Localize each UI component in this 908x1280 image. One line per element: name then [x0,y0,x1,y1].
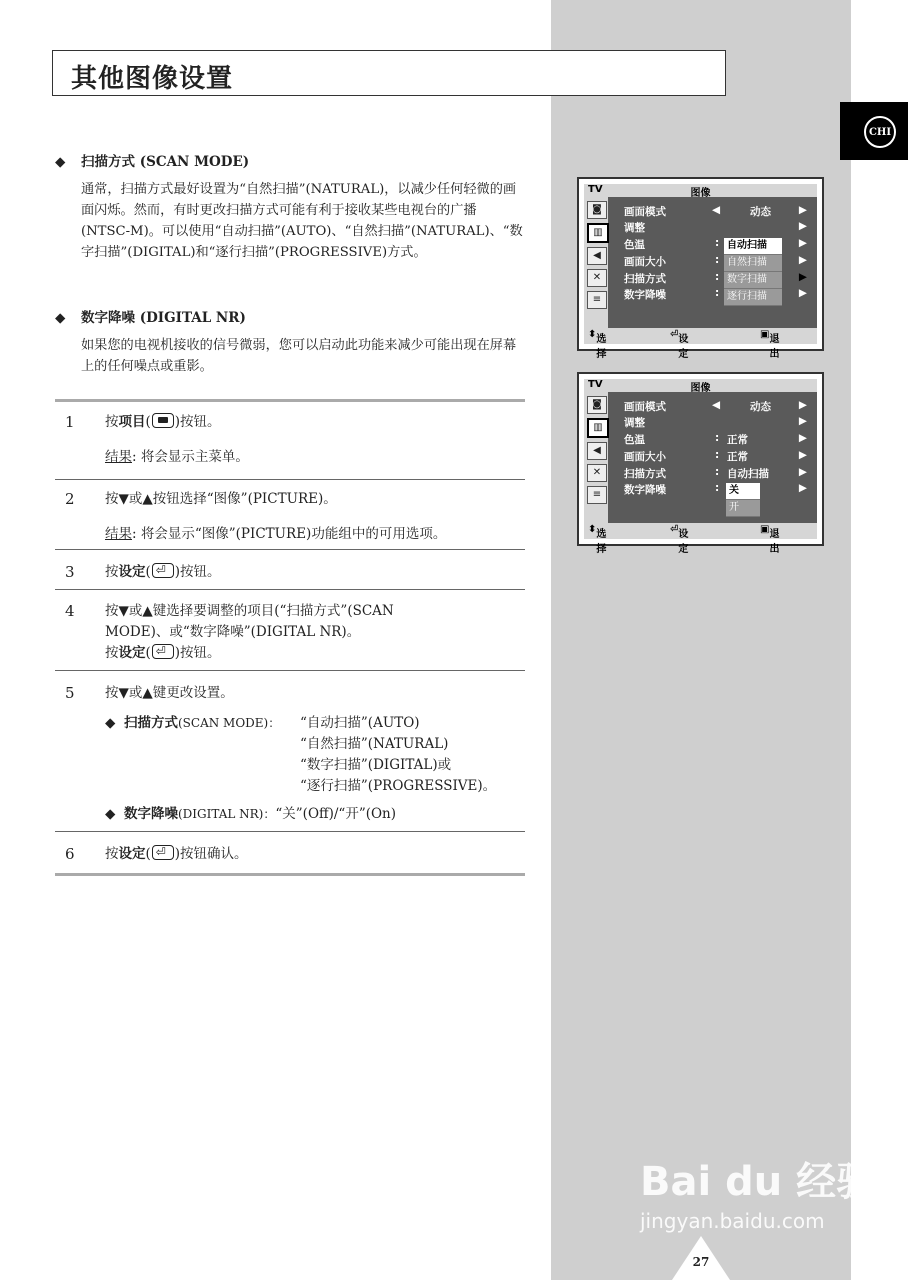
divider [55,670,525,671]
tv-icon-column [584,197,608,328]
speaker-icon: ◀ [587,442,607,460]
tv-row: 色温 : ▶ [624,237,807,251]
page-title: 其他图像设置 [71,64,234,94]
page-title-box [52,50,726,96]
tv-row: 画面大小 : 正常 ▶ [624,449,807,463]
tv-row: 色温 : 正常 ▶ [624,432,807,446]
section-heading: 扫描方式 (SCAN MODE) [81,154,250,170]
section-scan-mode [55,152,525,263]
digital-nr-popup [726,483,760,517]
tv-screen [584,379,817,555]
watermark-url: jingyan.baidu.com [640,1209,825,1233]
step-text: 按▼或▲键更改设置。 [105,685,234,701]
result-text: : 将会显示“图像”(PICTURE)功能组中的可用选项。 [132,526,447,542]
step-number: 1 [65,413,75,431]
tv-screen [584,184,817,360]
scan-mode-popup [724,238,782,306]
option-digital-nr [105,804,396,825]
tv-row: 数字降噪 : ▶ [624,287,807,301]
antenna-icon: ◙ [587,396,607,414]
step-text: )按钮确认。 [174,846,248,862]
step-number: 5 [65,684,75,702]
tv-header [584,379,817,392]
antenna-icon: ◙ [587,201,607,219]
language-badge: CHI [864,116,896,148]
divider [55,549,525,550]
step-1: 1 按项目( )按钮。 结果: 将会显示主菜单。 [65,413,249,465]
tv-footer: ⬍ 选择 ⏎ 设定 ▣ 退出 [584,328,817,344]
tv-row: 画面模式 ◀ 动态 ▶ [624,399,807,413]
enter-key-icon [152,644,174,659]
divider [55,873,525,876]
tv-label: TV [588,379,603,390]
popup-option[interactable]: 开 [726,500,760,517]
setup-icon: ≡ [587,291,607,309]
popup-option[interactable]: 关 [726,483,760,500]
picture-icon: ▥ [587,223,609,243]
result-label: 结果 [105,526,132,542]
step-text: 按 [105,414,119,430]
diamond-bullet-icon: ◆ [105,715,116,731]
enter-key-icon [152,563,174,578]
step-text: )按钮。 [174,414,221,430]
diamond-bullet-icon: ◆ [55,154,66,170]
popup-option[interactable]: 自然扫描 [724,255,782,272]
step-number: 4 [65,602,75,620]
option-label: 扫描方式 [123,715,178,731]
step-text: )按钮。 [174,645,221,661]
tv-title: 图像 [690,188,711,199]
step-bold-text: 项目 [118,414,146,430]
diamond-bullet-icon: ◆ [55,310,66,326]
result-label: 结果 [105,449,132,465]
step-text: 按 [105,564,119,580]
step-number: 6 [65,845,75,863]
enter-key-icon [152,845,174,860]
popup-option[interactable]: 自动扫描 [724,238,782,255]
picture-icon: ▥ [587,418,609,438]
diamond-bullet-icon: ◆ [105,806,116,822]
tv-row: 画面大小 : ▶ [624,254,807,268]
step-bold-text: 设定 [118,846,146,862]
step-text: 按 [105,846,119,862]
section-digital-nr [55,308,525,377]
step-number: 3 [65,563,75,581]
tv-icon-column [584,392,608,523]
scan-value-3: “数字扫描”(DIGITAL)或 [300,757,452,773]
section-body: 如果您的电视机接收的信号微弱，您可以启动此功能来减少可能出现在屏幕上的任何噪点或重影。 [81,338,517,374]
tv-footer: ⬍ 选择 ⏎ 设定 ▣ 退出 [584,523,817,539]
tv-title: 图像 [690,383,711,394]
tv-row: 扫描方式 : ▶ [624,271,807,285]
scan-value-2: “自然扫描”(NATURAL) [300,736,449,752]
step-text: 按 [105,645,119,661]
tv-menu-screenshot-1 [577,177,824,360]
tv-header [584,184,817,197]
divider [55,399,525,402]
step-text: )按钮。 [174,564,221,580]
option-values: “关”(Off)/“开”(On) [275,806,397,822]
tv-row: 调整 ▶ [624,220,807,234]
step-text: MODE)、或“数字降噪”(DIGITAL NR)。 [105,624,361,640]
language-tab [840,102,908,160]
step-text: 按▼或▲按钮选择“图像”(PICTURE)。 [105,491,337,507]
scan-value-4: “逐行扫描”(PROGRESSIVE)。 [300,778,497,794]
option-paren: (DIGITAL NR)： [177,807,276,821]
step-bold-text: 设定 [118,645,146,661]
step-2 [55,489,525,549]
step-text: 按▼或▲键选择要调整的项目(“扫描方式”(SCAN [105,603,394,619]
option-paren: (SCAN MODE)： [177,716,281,730]
menu-key-icon [152,413,174,428]
step-bold-text: 设定 [118,564,146,580]
watermark-brand: Bai du 经验 [640,1159,877,1205]
tv-menu-screenshot-2 [577,372,824,555]
option-scan-mode [105,713,280,734]
speaker-icon: ◀ [587,247,607,265]
page-number: 27 [692,1255,710,1269]
step-number: 2 [65,490,75,508]
divider [55,831,525,832]
tv-row: 数字降噪 : ▶ [624,482,807,496]
popup-option[interactable]: 数字扫描 [724,272,782,289]
step-4: 4 按▼或▲键选择要调整的项目(“扫描方式”(SCAN MODE)、或“数字降噪”(DIGITAL NR)。 按设定(⏎ )按钮。 [55,601,525,667]
section-body: 通常，扫描方式最好设置为“自然扫描”(NATURAL)，以减少任何轻微的画面闪烁。然而，有时更改扫描方式可能有利于接收某些电视台的广播(NTSC-M)。可以使用“自动扫描”(AUTO)、“自然扫描”(NATURAL)、“数字扫描”(DIGITAL)和“逐行扫描”(PROGRESSIVE)方式。 [81,182,523,260]
satellite-icon: ✕ [587,269,607,287]
divider [55,589,525,590]
option-label: 数字降噪 [123,806,178,822]
result-text: : 将会显示主菜单。 [132,449,249,465]
scan-value-1: “自动扫描”(AUTO) [300,715,420,731]
tv-row: 调整 ▶ [624,415,807,429]
divider [55,479,525,480]
satellite-icon: ✕ [587,464,607,482]
tv-row: 扫描方式 : 自动扫描 ▶ [624,466,807,480]
setup-icon: ≡ [587,486,607,504]
popup-option[interactable]: 逐行扫描 [724,289,782,306]
watermark [640,1150,876,1233]
tv-row: 画面模式 ◀ 动态 ▶ [624,204,807,218]
section-heading: 数字降噪 (DIGITAL NR) [81,310,246,326]
tv-label: TV [588,184,603,195]
